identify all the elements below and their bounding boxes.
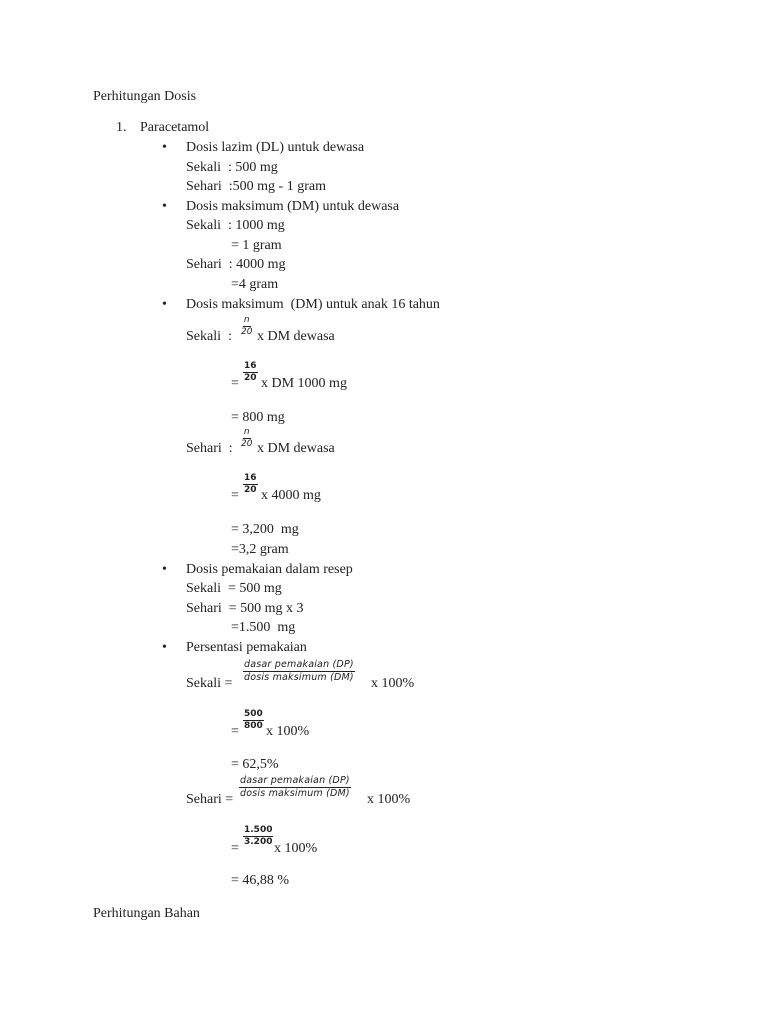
persen-sehari-label: Sehari = xyxy=(186,792,234,807)
dl-sekali: Sekali : 500 mg xyxy=(186,160,278,175)
bullet-dot: • xyxy=(162,297,167,312)
dm-anak-sehari-result2: =3,2 gram xyxy=(231,542,289,557)
persen-sekali-times100: x 100% xyxy=(371,676,415,691)
resep-sehari: Sehari = 500 mg x 3 xyxy=(186,601,304,616)
dm-anak-sekali-result: = 800 mg xyxy=(231,410,285,425)
dm-sekali-alt: = 1 gram xyxy=(231,238,282,253)
fraction-dp-over-dm: dasar pemakaian (DP) dosis maksimum (DM) xyxy=(243,659,354,683)
dl-sehari: Sehari :500 mg - 1 gram xyxy=(186,179,326,194)
resep-sehari-result: =1.500 mg xyxy=(231,620,296,635)
dm-sehari-alt: =4 gram xyxy=(231,277,279,292)
fraction-16-over-20: $\frac{16}{20}$ xyxy=(244,361,257,383)
resep-title: Dosis pemakaian dalam resep xyxy=(186,562,353,577)
persen-sehari-times100: x 100% xyxy=(367,792,411,807)
equals-sign: = xyxy=(231,724,239,739)
heading-perhitungan-dosis: Perhitungan Dosis xyxy=(93,89,197,104)
fraction-dp-over-dm: dasar pemakaian (DP) dosis maksimum (DM) xyxy=(239,775,350,799)
bullet-dot: • xyxy=(162,140,167,155)
heading-perhitungan-bahan: Perhitungan Bahan xyxy=(93,906,200,921)
dm-sekali: Sekali : 1000 mg xyxy=(186,218,285,233)
persen-sekali-times100-step: x 100% xyxy=(266,724,310,739)
dm-sehari: Sehari : 4000 mg xyxy=(186,257,286,272)
dm-anak-title: Dosis maksimum (DM) untuk anak 16 tahun xyxy=(186,297,440,312)
persen-title: Persentasi pemakaian xyxy=(186,640,307,655)
dm-anak-sekali-step: x DM 1000 mg xyxy=(261,376,347,391)
dm-anak-sekali-label: Sekali : xyxy=(186,329,232,344)
item-paracetamol: Paracetamol xyxy=(140,120,210,135)
fraction-500-over-800: $\frac{500}{800}$ xyxy=(244,709,263,731)
dm-anak-sehari-label: Sehari : xyxy=(186,441,233,456)
bullet-dot: • xyxy=(162,199,167,214)
persen-sekali-result: = 62,5% xyxy=(231,757,279,772)
dm-title: Dosis maksimum (DM) untuk dewasa xyxy=(186,199,400,214)
dm-anak-sehari-result: = 3,200 mg xyxy=(231,522,299,537)
dm-anak-sehari-step: x 4000 mg xyxy=(261,488,321,503)
persen-sekali-label: Sekali = xyxy=(186,676,233,691)
equals-sign: = xyxy=(231,488,239,503)
fraction-16-over-20: $\frac{16}{20}$ xyxy=(244,473,257,495)
dm-anak-sehari-dm-dewasa: x DM dewasa xyxy=(257,441,335,456)
dm-anak-sekali-dm-dewasa: x DM dewasa xyxy=(257,329,335,344)
fraction-1500-over-3200: $\frac{1.500}{3.200}$ xyxy=(244,825,273,847)
fraction-n-over-20: $\frac{n}{20}$ xyxy=(241,427,253,449)
resep-sekali: Sekali = 500 mg xyxy=(186,581,282,596)
fraction-n-over-20: $\frac{n}{20}$ xyxy=(241,315,253,337)
equals-sign: = xyxy=(231,376,239,391)
dl-title: Dosis lazim (DL) untuk dewasa xyxy=(186,140,365,155)
persen-sehari-result: = 46,88 % xyxy=(231,873,290,888)
equals-sign: = xyxy=(231,841,239,856)
list-number-1: 1. xyxy=(116,120,127,135)
bullet-dot: • xyxy=(162,562,167,577)
bullet-dot: • xyxy=(162,640,167,655)
persen-sehari-times100-step: x 100% xyxy=(274,841,318,856)
